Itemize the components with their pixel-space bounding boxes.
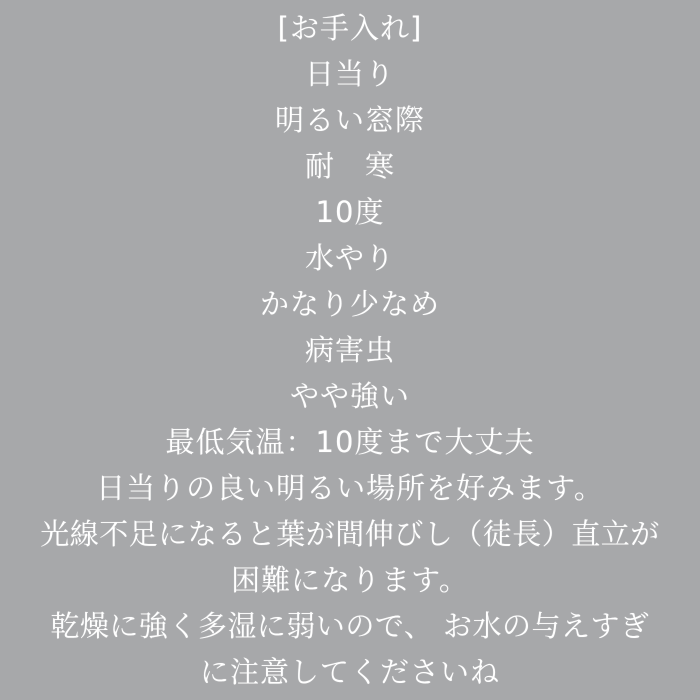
overwatering-note-line2: に注意してくださいね: [199, 655, 500, 689]
watering-label: 水やり: [304, 241, 395, 275]
cold-tolerance-label: 耐 寒: [304, 149, 395, 183]
min-temperature-note: 最低気温：10度まで大丈夫: [165, 425, 535, 459]
cold-tolerance-value: 10度: [315, 195, 385, 229]
pests-value: やや強い: [289, 379, 410, 413]
watering-value: かなり少なめ: [259, 287, 440, 321]
sunlight-note: 日当りの良い明るい場所を好みます。: [96, 471, 604, 505]
light-deficiency-note-line1: 光線不足になると葉が間伸びし（徒長）直立が: [40, 517, 660, 551]
overwatering-note-line1: 乾燥に強く多湿に弱いので、 お水の与えすぎ: [50, 609, 650, 643]
sunlight-label: 日当り: [304, 57, 395, 91]
sunlight-value: 明るい窓際: [274, 103, 425, 137]
light-deficiency-note-line2: 困難になります。: [231, 563, 469, 597]
pests-label: 病害虫: [304, 333, 395, 367]
care-section-title: [お手入れ]: [277, 11, 423, 45]
